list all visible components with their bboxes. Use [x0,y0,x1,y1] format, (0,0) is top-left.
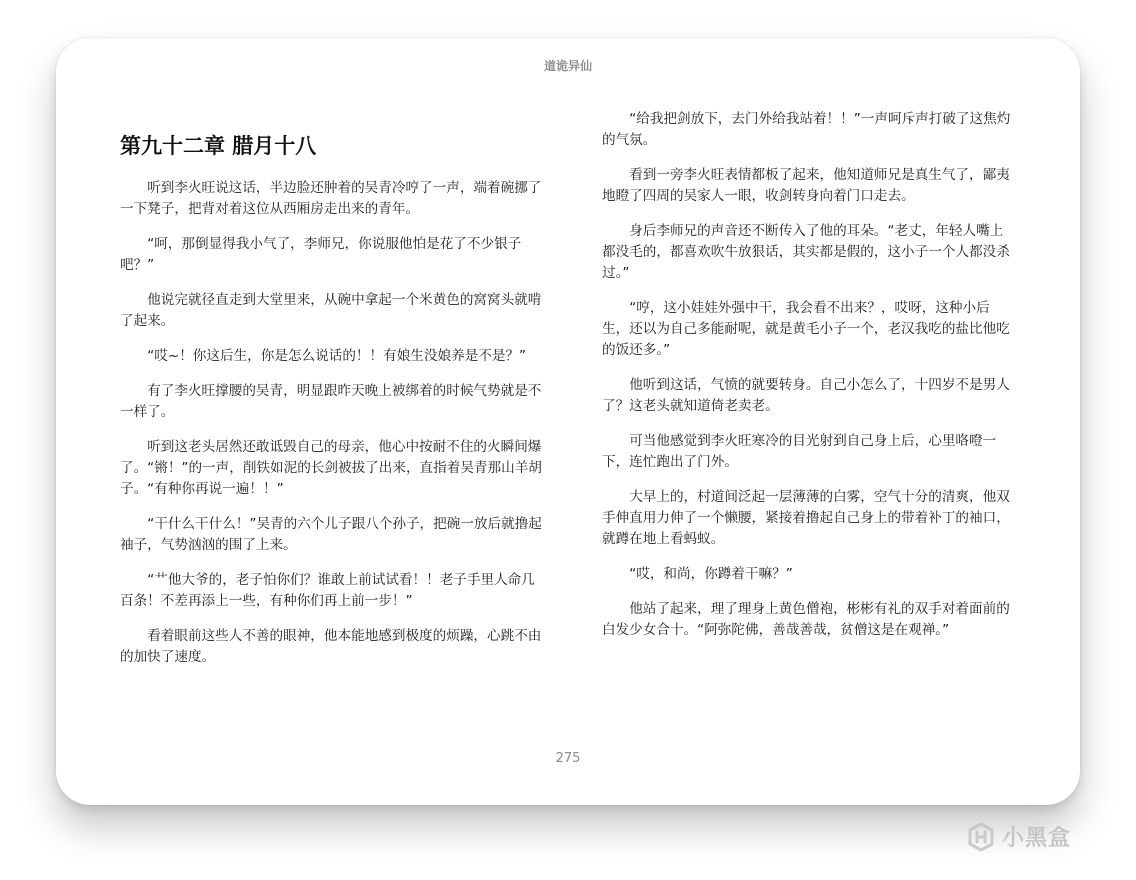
paragraph: 看着眼前这些人不善的眼神，他本能地感到极度的烦躁，心跳不由的加快了速度。 [120,628,542,665]
watermark-text: 小黑盒 [1002,826,1072,851]
paragraph: 有了李火旺撑腰的吴青，明显跟昨天晚上被绑着的时候气势就是不一样了。 [120,383,542,420]
paragraph: 大早上的，村道间泛起一层薄薄的白雾，空气十分的清爽，他双手伸直用力伸了一个懒腰，紧接着撸起自己身上的带着补丁的袖口，就蹲在地上看蚂蚁。 [602,489,1010,547]
chapter-title: 第九十二章 腊月十八 [120,134,317,158]
paragraph: 他听到这话，气愤的就要转身。自己小怎么了，十四岁不是男人了？这老头就知道倚老卖老。 [602,377,1010,414]
watermark [966,821,1071,852]
paragraph: “哎~！你这后生，你是怎么说话的！！有娘生没娘养是不是？” [147,348,527,364]
paragraph: “艹他大爷的，老子怕你们？谁敢上前试试看！！老子手里人命几百条！不差再添上一些，有种你们再上前一步！” [120,572,535,609]
paragraph: 看到一旁李火旺表情都板了起来，他知道师兄是真生气了，鄙夷地瞪了四周的吴家人一眼，收剑转身向着门口走去。 [602,167,1010,204]
page-number: 275 [555,751,581,766]
paragraph: 他站了起来，理了理身上黄色僧袍，彬彬有礼的双手对着面前的白发少女合十。“阿弥陀佛，善哉善哉，贫僧这是在观禅。” [602,601,1010,638]
book-title: 道诡异仙 [543,59,592,73]
book-reader-window[interactable] [56,38,1080,805]
paragraph: 他说完就径直走到大堂里来，从碗中拿起一个米黄色的窝窝头就啃了起来。 [120,292,542,329]
heybox-logo-icon [966,822,996,852]
paragraph: “干什么干什么！”吴青的六个儿子跟八个孙子，把碗一放后就撸起袖子，气势汹汹的围了上来。 [120,516,542,553]
left-page-text [120,178,544,682]
paragraph: 听到李火旺说这话，半边脸还肿着的吴青冷哼了一声，端着碗挪了一下凳子，把背对着这位从西厢房走出来的青年。 [120,180,542,217]
right-page-text [602,109,1016,655]
paragraph: “哼，这小娃娃外强中干，我会看不出来？，哎呀，这种小后生，还以为自己多能耐呢，就是黄毛小子一个，老汉我吃的盐比他吃的饭还多。” [602,300,1010,358]
paragraph: 身后李师兄的声音还不断传入了他的耳朵。“老丈，年轻人嘴上都没毛的，都喜欢吹牛放狠话，其实都是假的，这小子一个人都没杀过。” [602,223,1010,281]
paragraph: “哎，和尚，你蹲着干嘛？” [629,566,793,582]
paragraph: 可当他感觉到李火旺寒冷的目光射到自己身上后，心里咯噔一下，连忙跑出了门外。 [602,433,997,470]
paragraph: 听到这老头居然还敢诋毁自己的母亲，他心中按耐不住的火瞬间爆了。“锵！”的一声，削铁如泥的长剑被拔了出来，直指着吴青那山羊胡子。“有种你再说一遍！！” [120,439,542,497]
paragraph: “呵，那倒显得我小气了，李师兄，你说服他怕是花了不少银子吧？” [120,236,522,273]
paragraph: “给我把剑放下，去门外给我站着！！”一声呵斥声打破了这焦灼的气氛。 [602,111,1011,148]
